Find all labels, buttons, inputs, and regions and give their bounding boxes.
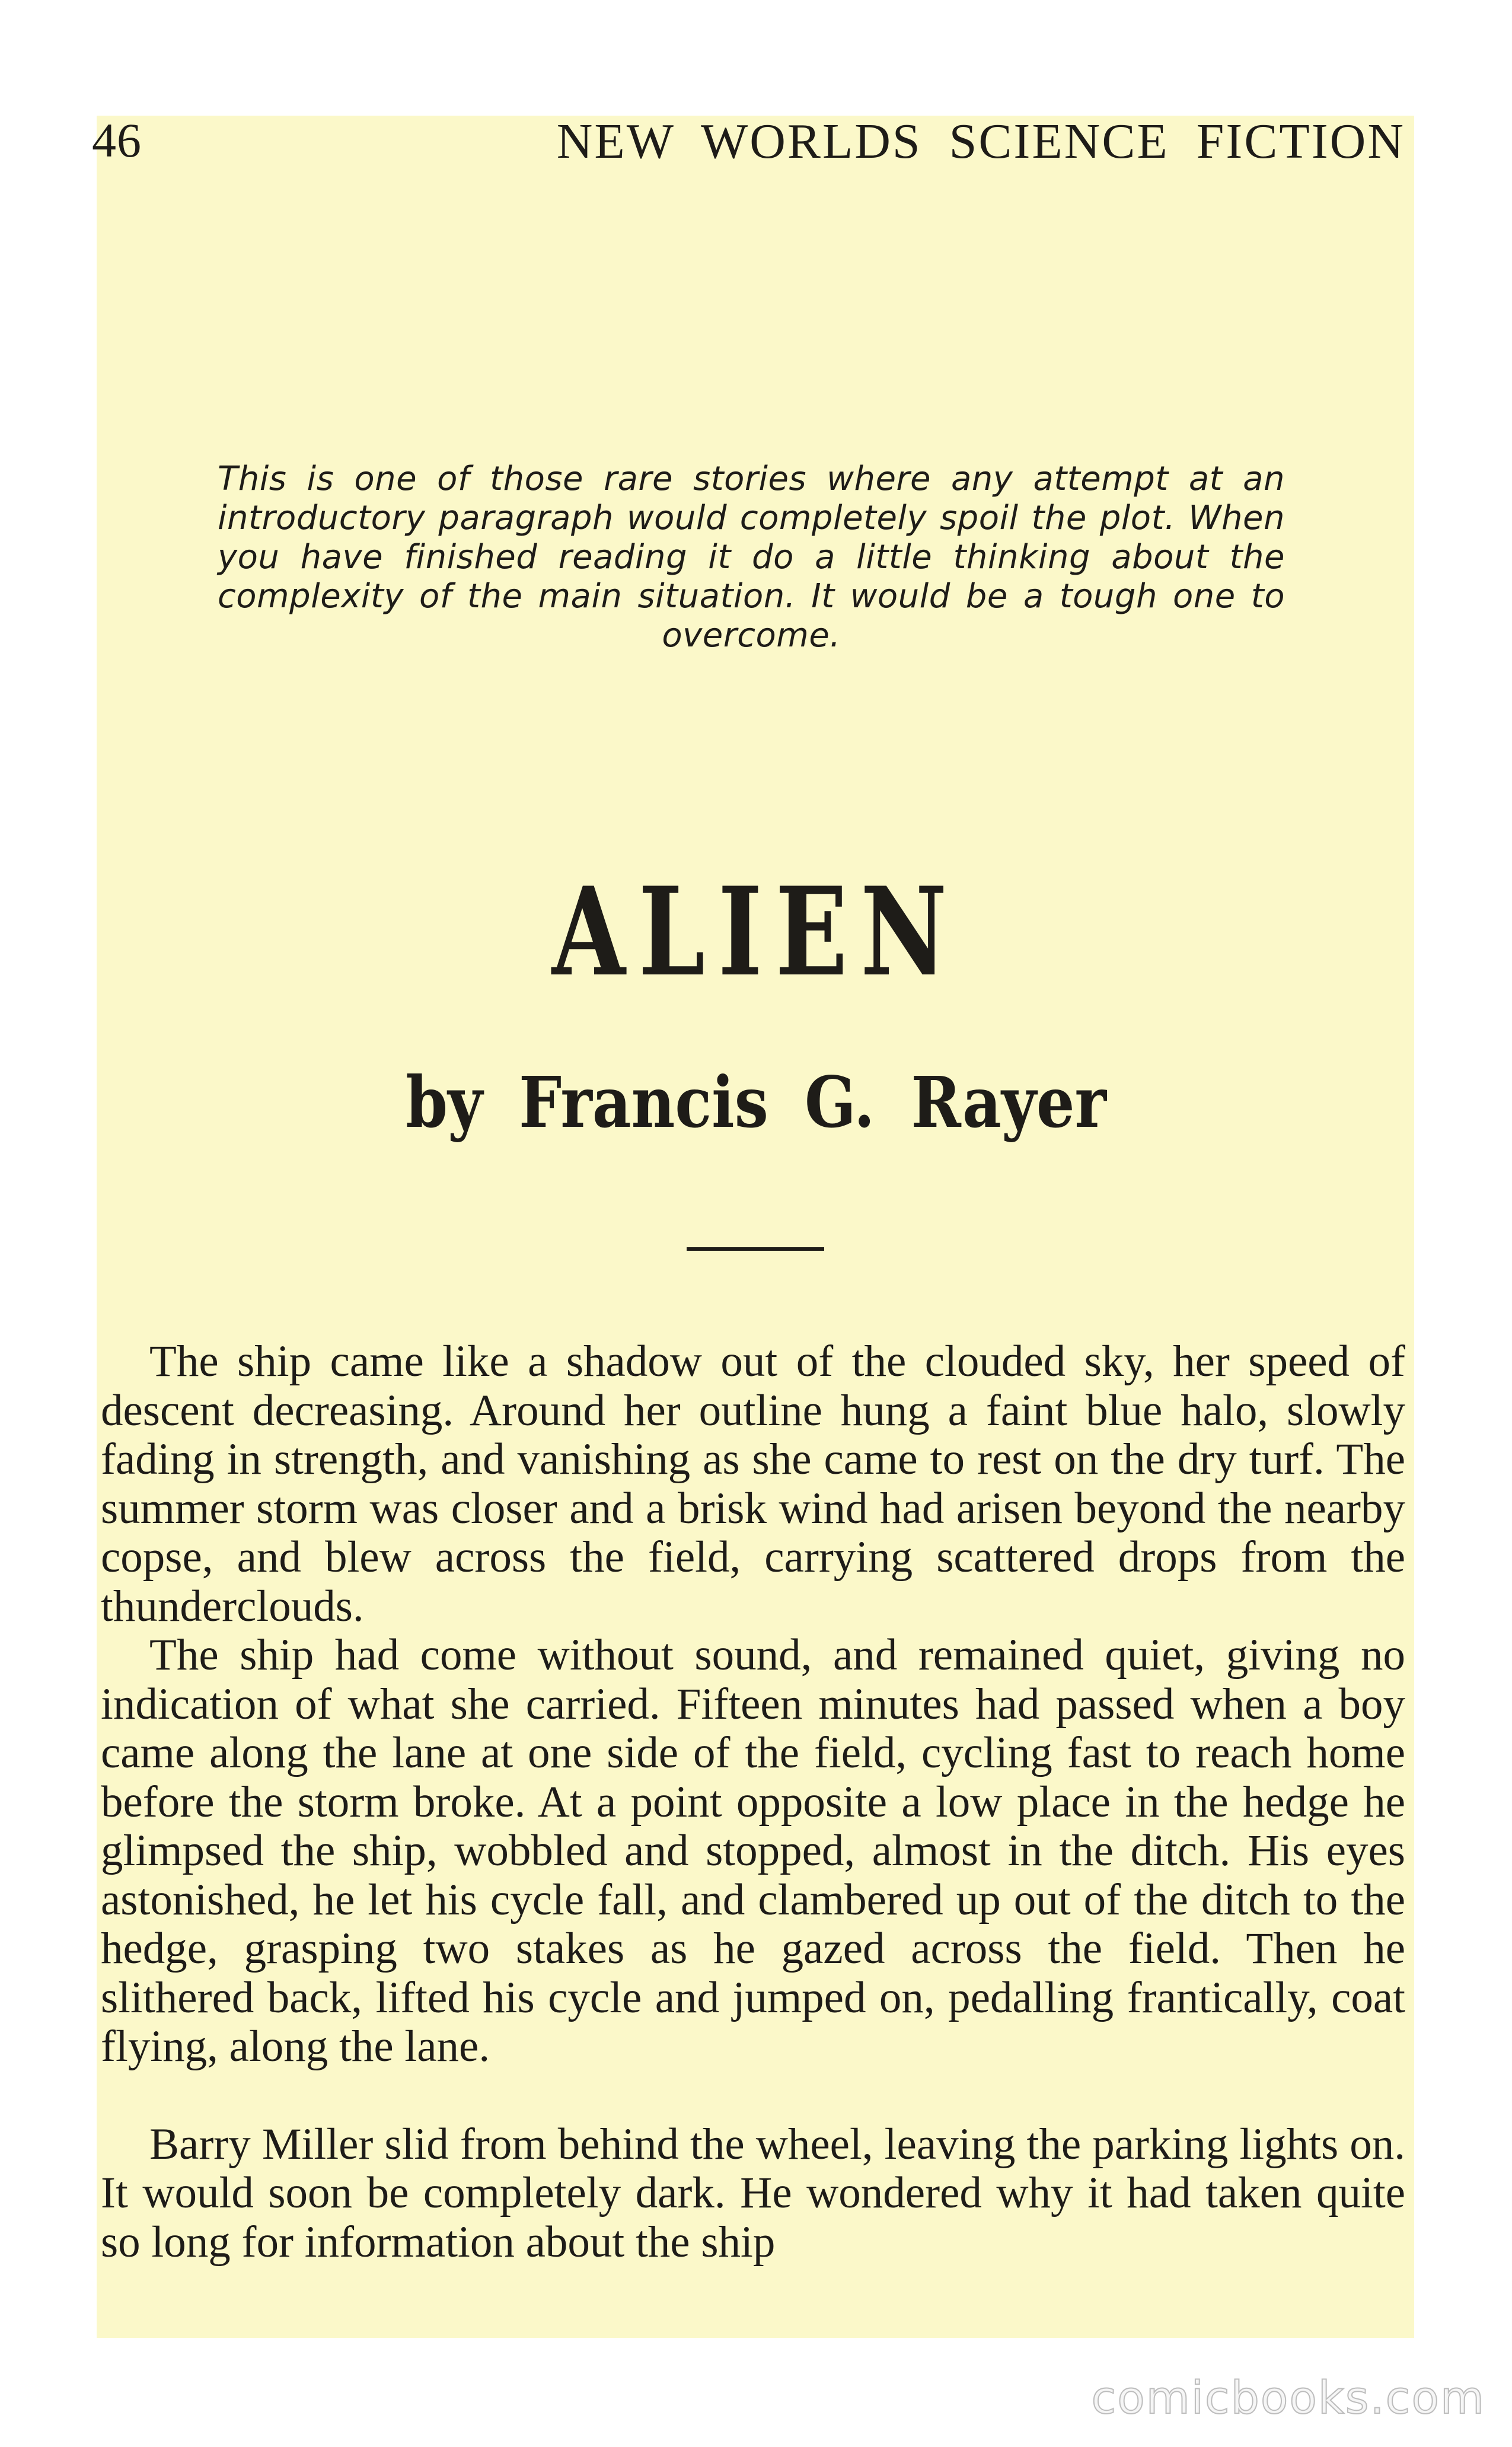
running-title: NEW WORLDS SCIENCE FICTION: [556, 114, 1405, 169]
title-rule: [687, 1247, 824, 1251]
watermark: comicbooks.com: [1091, 2371, 1485, 2424]
page-number: 46: [92, 113, 142, 167]
story-body: [101, 1337, 1405, 2267]
body-paragraph: The ship came like a shadow out of the clouded sky, her speed of descent decreasing. Around her outline hung a faint blue halo, slowly fading in strength, and vanishing as she came to rest on the dry turf. The summer storm was closer and a brisk wind had arisen beyond the nearby copse, and blew across the field, carrying scattered drops from the thunderclouds.: [101, 1337, 1405, 1631]
intro-note: This is one of those rare stories where any attempt at an introductory paragraph would completely spoil the plot. When you have finished reading it do a little thinking about the complexity of the main situation. It would be a tough one to overcome.: [218, 460, 1285, 655]
body-paragraph: The ship had come without sound, and remained quiet, giving no indication of what she carried. Fifteen minutes had passed when a boy came along the lane at one side of the field, cycling fast to reach home before the storm broke. At a point opposite a low place in the hedge he glimpsed the ship, wobbled and stopped, almost in the ditch. His eyes astonished, he let his cycle fall, and clambered up out of the ditch to the hedge, grasping two stakes as he gazed across the field. Then he slithered back, lifted his cycle and jumped on, pedalling frantically, coat flying, along the lane.: [101, 1630, 1405, 2071]
story-title: ALIEN: [551, 861, 961, 1003]
byline: by Francis G. Rayer: [406, 1061, 1106, 1143]
running-head: [92, 107, 1405, 172]
body-paragraph: Barry Miller slid from behind the wheel, leaving the parking lights on. It would soon be completely dark. He wondered why it had taken quite so long for information about the ship: [101, 2119, 1405, 2267]
